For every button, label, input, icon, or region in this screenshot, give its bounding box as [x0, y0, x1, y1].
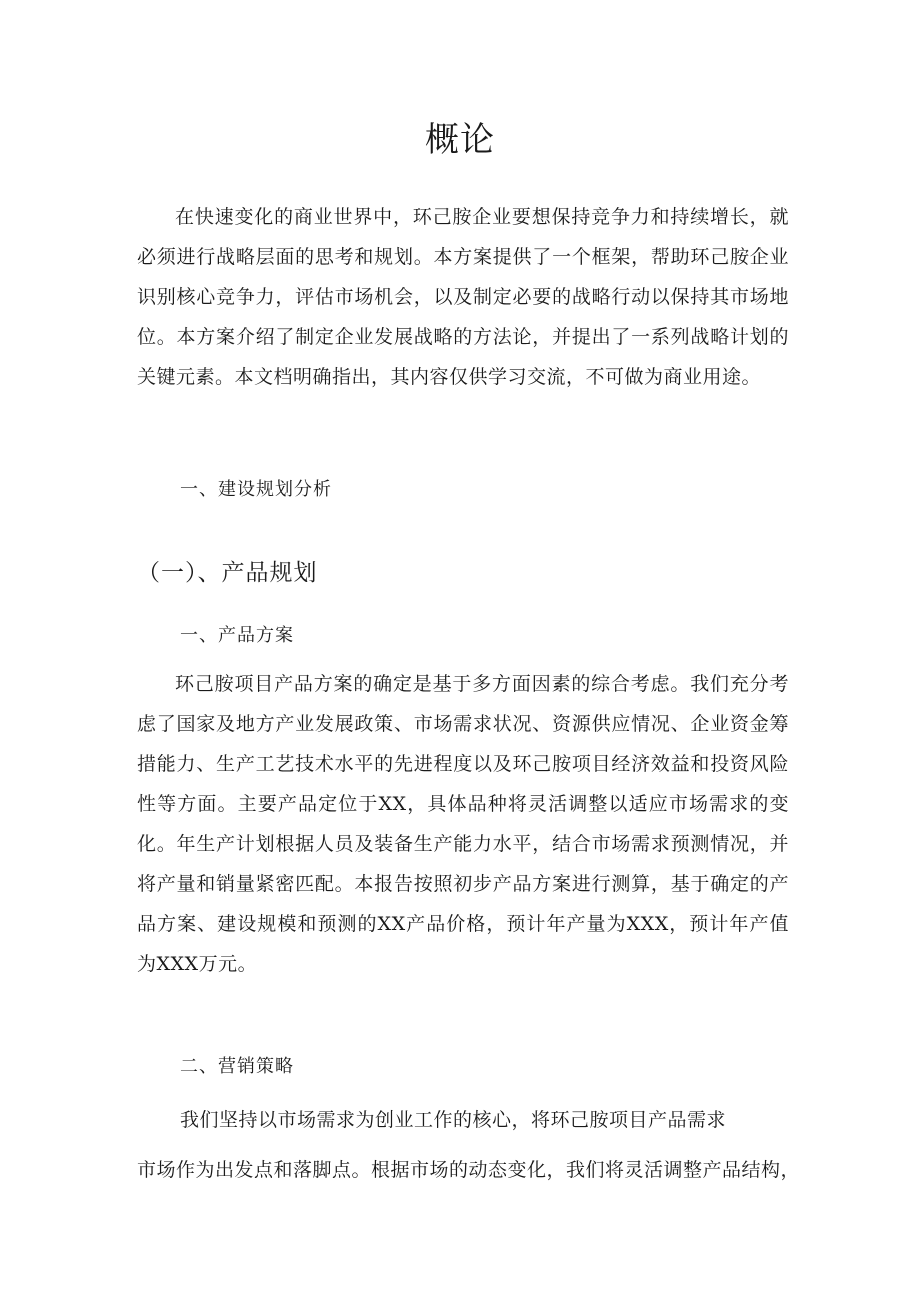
intro-paragraph: 在快速变化的商业世界中，环己胺企业要想保持竞争力和持续增长，就必须进行战略层面的思考和规划。本方案提供了一个框架，帮助环己胺企业识别核心竞争力，评估市场机会，以及制定必要的战略行动以保持其市场地位。本方案介绍了制定企业发展战略的方法论，并提出了一系列战略计划的关键元素。本文档明确指出，其内容仅供学习交流，不可做为商业用途。 — [137, 206, 789, 388]
subsection-heading-product-planning: （一）、产品规划 — [137, 560, 318, 586]
product-scheme-paragraph: 环己胺项目产品方案的确定是基于多方面因素的综合考虑。我们充分考虑了国家及地方产业发展政策、市场需求状况、资源供应情况、企业资金筹措能力、生产工艺技术水平的先进程度以及环己胺项目经济效益和投资风险性等方面。主要产品定位于XX，具体品种将灵活调整以适应市场需求的变化。年生产计划根据人员及装备生产能力水平，结合市场需求预测情况，并将产量和销量紧密匹配。本报告按照初步产品方案进行测算，基于确定的产品方案、建设规模和预测的XX产品价格，预计年产量为XXX，预计年产值为XXX万元。 — [137, 673, 789, 975]
item-heading-product-scheme: 一、产品方案 — [180, 625, 294, 646]
section-heading-planning-analysis: 一、建设规划分析 — [180, 479, 332, 500]
item-heading-marketing-strategy: 二、营销策略 — [180, 1056, 294, 1077]
marketing-paragraph-line-2: 市场作为出发点和落脚点。根据市场的动态变化，我们将灵活调整产品结构， — [137, 1159, 801, 1181]
document-title: 概论 — [425, 120, 495, 160]
marketing-paragraph-line-1: 我们坚持以市场需求为创业工作的核心，将环己胺项目产品需求 — [180, 1109, 727, 1131]
